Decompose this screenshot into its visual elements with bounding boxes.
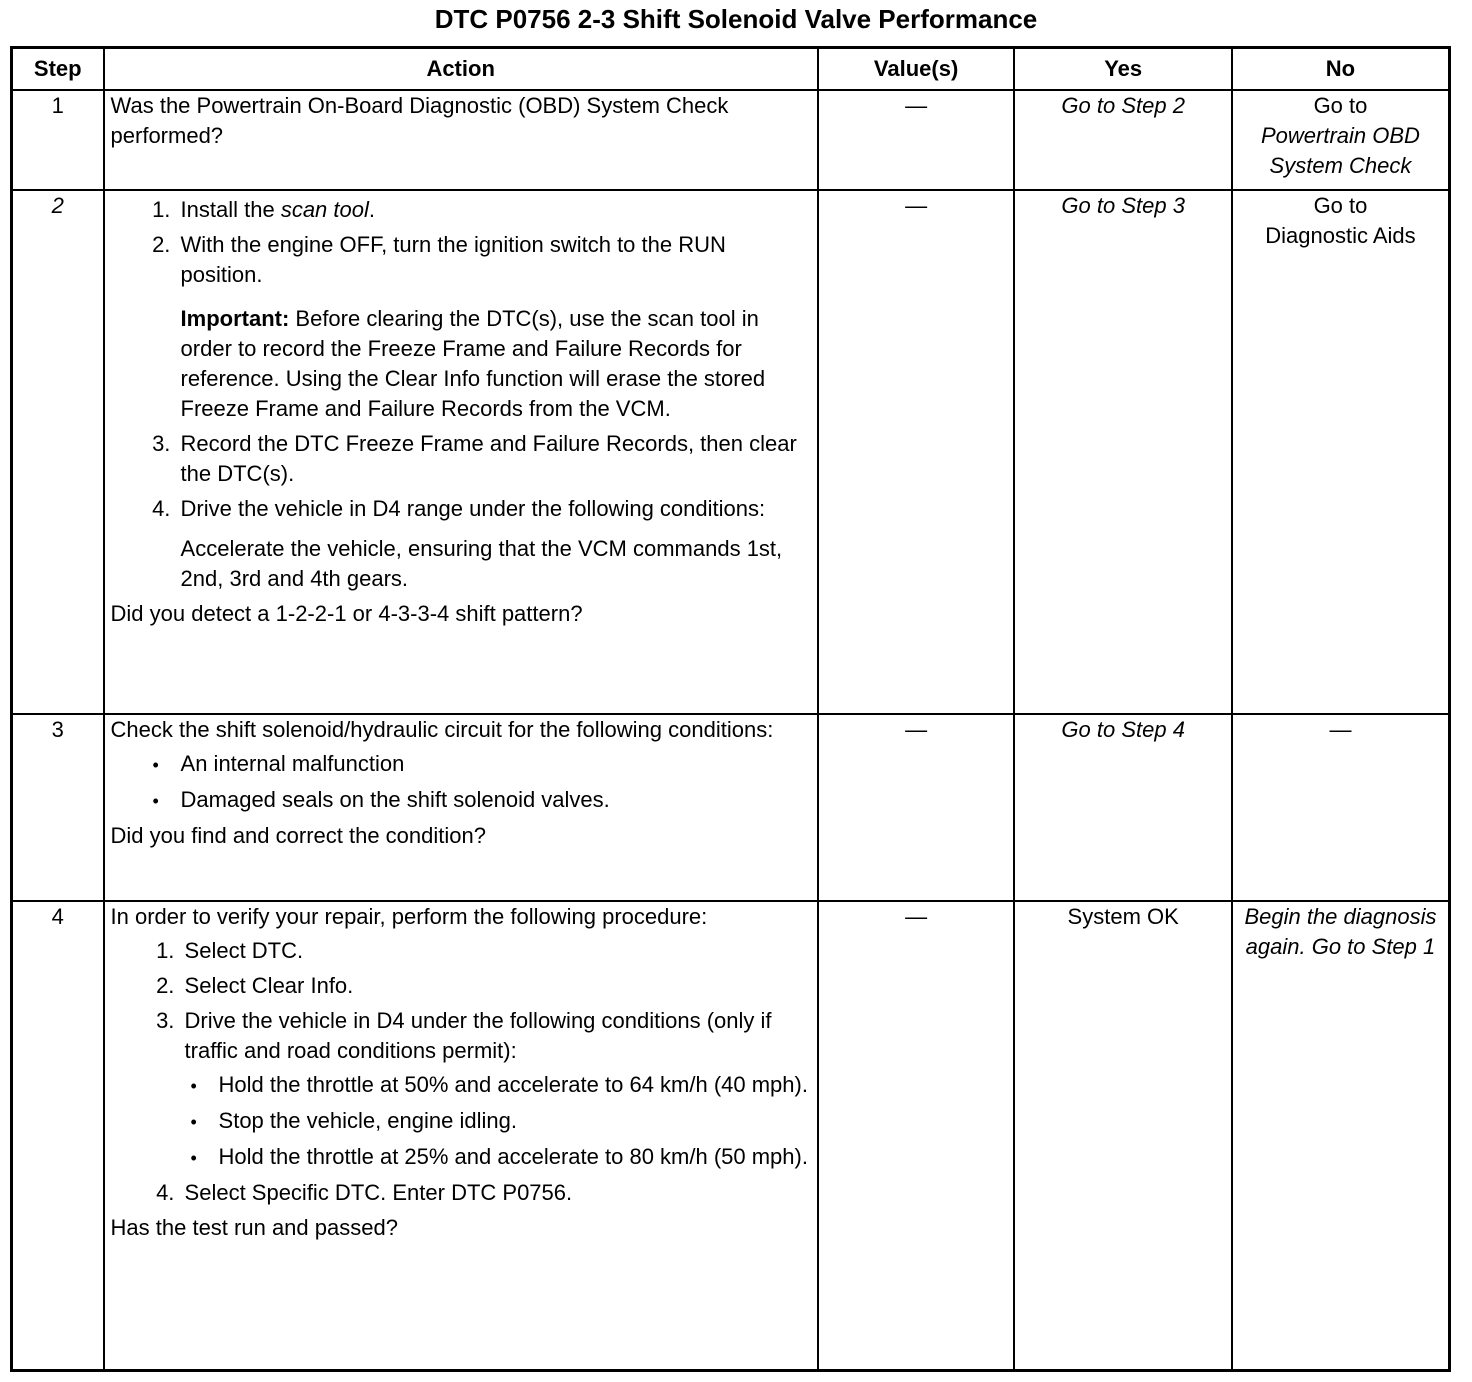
list-item: 1. Select DTC. xyxy=(181,936,811,966)
value-cell: — xyxy=(818,901,1015,1371)
condition-note: Accelerate the vehicle, ensuring that the VCM commands 1st, 2nd, 3rd and 4th gears. xyxy=(180,536,783,592)
no-cell: — xyxy=(1232,714,1450,901)
important-text: Before clearing the DTC(s), use the scan tool in order to record the Freeze Frame and Failure Records for reference. Using the Clear Info function will erase the stored Freeze Frame and Failure Records from the VCM. xyxy=(180,306,766,422)
list-item: • Damaged seals on the shift solenoid valves. xyxy=(181,785,811,816)
action-intro: In order to verify your repair, perform the following procedure: xyxy=(110,903,708,929)
action-question: Was the Powertrain On-Board Diagnostic (OBD) System Check performed? xyxy=(110,93,729,148)
yes-cell: Go to Step 2 xyxy=(1014,90,1232,190)
no-cell xyxy=(1232,90,1450,190)
step-number: 4 xyxy=(12,901,104,1371)
action-intro: Check the shift solenoid/hydraulic circuit for the following conditions: xyxy=(110,717,774,743)
action-question: Did you find and correct the condition? xyxy=(110,823,486,849)
list-item: • Stop the vehicle, engine idling. xyxy=(219,1106,811,1137)
action-question: Has the test run and passed? xyxy=(110,1214,398,1240)
item-text: With the engine OFF, turn the ignition switch to the RUN position. xyxy=(180,232,726,288)
diagnostic-table xyxy=(10,46,1451,1372)
action-cell xyxy=(104,714,818,901)
action-question: Did you detect a 1-2-2-1 or 4-3-3-4 shift pattern? xyxy=(110,601,583,627)
header-action: Action xyxy=(104,48,818,91)
list-item xyxy=(177,230,811,424)
item-text: Record the DTC Freeze Frame and Failure Records, then clear the DTC(s). xyxy=(180,431,797,487)
yes-cell: Go to Step 4 xyxy=(1014,714,1232,901)
procedure-list xyxy=(111,195,811,594)
header-yes: Yes xyxy=(1014,48,1232,91)
no-target: Powertrain OBD System Check xyxy=(1260,123,1420,178)
header-no: No xyxy=(1232,48,1450,91)
page-title: DTC P0756 2-3 Shift Solenoid Valve Performance xyxy=(434,4,1038,34)
list-item xyxy=(177,429,811,489)
item-text: Drive the vehicle in D4 under the following conditions (only if traffic and road conditions permit): xyxy=(184,1007,772,1063)
table-row-step-2 xyxy=(12,190,1450,714)
no-cell xyxy=(1232,190,1450,714)
important-label: Important: xyxy=(180,306,290,332)
header-row xyxy=(12,48,1450,91)
header-value: Value(s) xyxy=(818,48,1015,91)
list-item: • Hold the throttle at 25% and accelerate to 80 km/h (50 mph). xyxy=(219,1142,811,1173)
table-row-step-3 xyxy=(12,714,1450,901)
action-cell xyxy=(104,901,818,1371)
condition-list xyxy=(111,749,811,816)
no-go-to: Go to xyxy=(1313,193,1368,219)
no-target: Diagnostic Aids xyxy=(1265,223,1416,249)
list-item xyxy=(181,1006,811,1173)
step-number: 1 xyxy=(12,90,104,190)
item-text: . xyxy=(368,197,375,223)
yes-cell: Go to Step 3 xyxy=(1014,190,1232,714)
no-go-to: Go to xyxy=(1313,93,1368,118)
condition-sublist xyxy=(185,1070,811,1173)
important-note xyxy=(181,304,811,424)
value-cell: — xyxy=(818,714,1015,901)
list-item: 2. Select Clear Info. xyxy=(181,971,811,1001)
action-cell xyxy=(104,90,818,190)
list-item: • Hold the throttle at 50% and accelerate to 64 km/h (40 mph). xyxy=(219,1070,811,1101)
table-row-step-1 xyxy=(12,90,1450,190)
item-text: Drive the vehicle in D4 range under the following conditions: xyxy=(180,496,766,522)
list-item: • An internal malfunction xyxy=(181,749,811,780)
header-step: Step xyxy=(12,48,104,91)
item-text: Install the xyxy=(180,197,281,223)
step-number: 3 xyxy=(12,714,104,901)
step-number: 2 xyxy=(12,190,104,714)
value-cell: — xyxy=(818,190,1015,714)
table-row-step-4 xyxy=(12,901,1450,1371)
action-cell xyxy=(104,190,818,714)
list-item xyxy=(177,494,811,594)
scan-tool-term: scan tool xyxy=(280,197,369,223)
procedure-list xyxy=(111,936,811,1208)
no-cell: Begin the diagnosis again. Go to Step 1 xyxy=(1232,901,1450,1371)
list-item xyxy=(177,195,811,225)
yes-cell: System OK xyxy=(1014,901,1232,1371)
list-item: 4. Select Specific DTC. Enter DTC P0756. xyxy=(181,1178,811,1208)
value-cell: — xyxy=(818,90,1015,190)
